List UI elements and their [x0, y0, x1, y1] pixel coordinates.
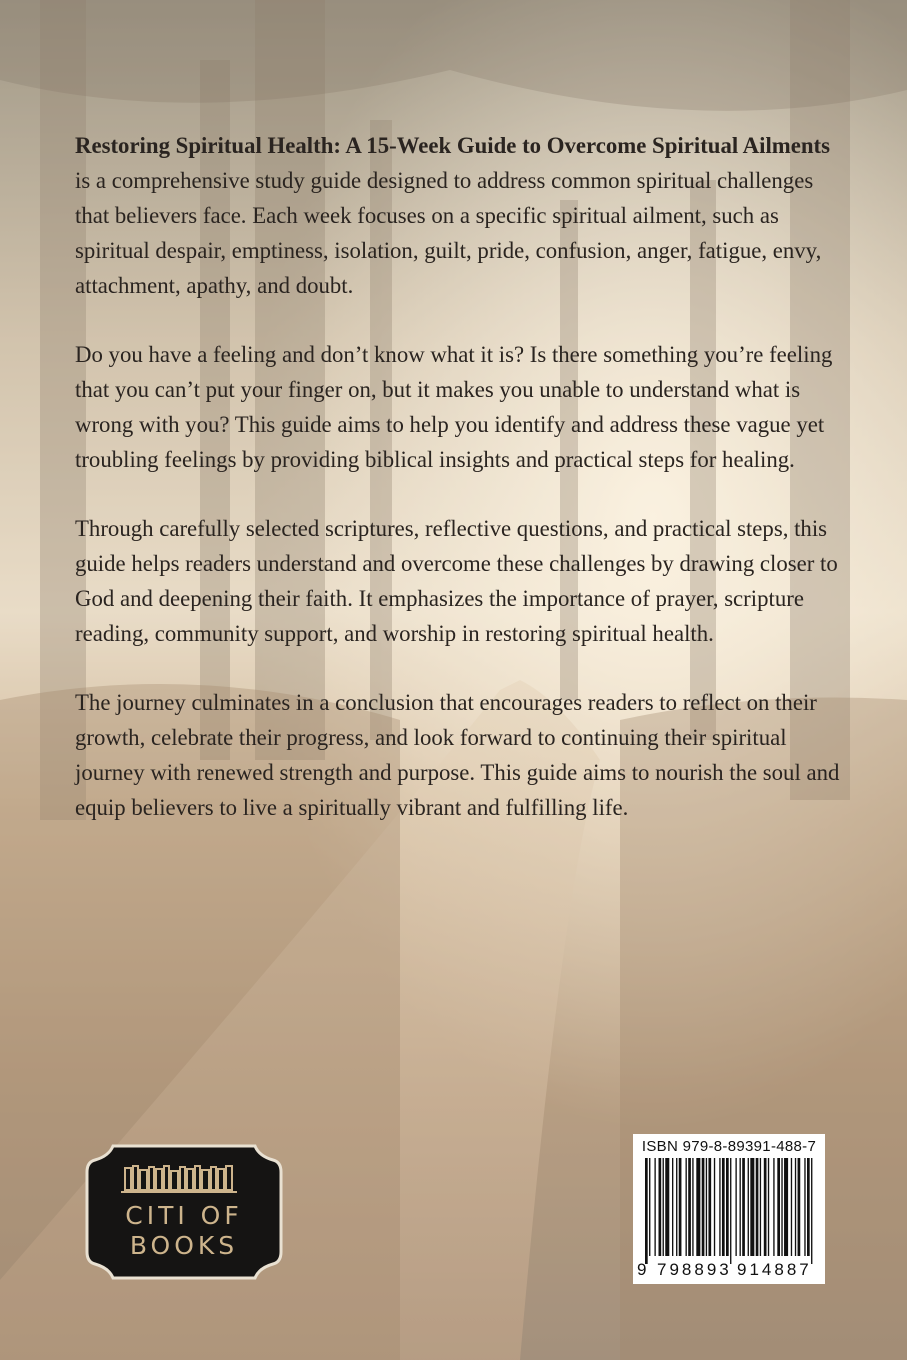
- barcode-bar: [735, 1158, 736, 1256]
- barcode-bar: [722, 1158, 725, 1256]
- barcode-bar: [804, 1158, 805, 1256]
- paragraph-intro: [75, 128, 847, 303]
- barcode-bar: [686, 1158, 687, 1256]
- barcode-bars: [641, 1158, 819, 1264]
- book-title: Restoring Spiritual Health: A 15-Week Guide to Overcome Spiritual Ailments: [75, 133, 831, 158]
- barcode-bar: [708, 1158, 711, 1256]
- publisher-name-line2: BOOKS: [129, 1231, 239, 1260]
- barcode-bar: [719, 1158, 720, 1256]
- barcode-bar: [756, 1158, 759, 1256]
- barcode-bar: [672, 1158, 673, 1256]
- publisher-logo: [83, 1142, 285, 1282]
- barcode-bar: [706, 1158, 707, 1256]
- barcode-bar: [659, 1158, 662, 1256]
- paragraph-feelings: Do you have a feeling and don’t know what it is? Is there something you’re feeling that you can’t put your finger on, but it makes you unable to understand what is wrong with you? This guide aims to help you identify and address these vague yet troubling feelings by providing biblical insights and practical steps for healing.: [75, 342, 833, 472]
- barcode-bar: [777, 1158, 780, 1256]
- barcode-digits-right: 914887: [737, 1260, 812, 1279]
- barcode-bar: [702, 1158, 705, 1256]
- barcode-bar: [676, 1158, 677, 1256]
- isbn-barcode: [633, 1134, 825, 1284]
- barcode-bar: [811, 1158, 812, 1264]
- isbn-label: ISBN 979-8-89391-488-7: [641, 1138, 817, 1155]
- barcode-bar: [730, 1158, 731, 1264]
- barcode-bar: [726, 1158, 729, 1256]
- back-cover-description: [75, 128, 847, 859]
- barcode-bar: [798, 1158, 801, 1256]
- barcode-bar: [781, 1158, 782, 1256]
- barcode-bar: [679, 1158, 682, 1256]
- barcode-bar: [791, 1158, 792, 1256]
- paragraph-intro-text: is a comprehensive study guide designed to address common spiritual challenges that believers face. Each week focuses on a specific spiritual ailment, such as spiritual despair, emptiness, isolation, guilt, pride, confusion, anger, fatigue, envy, attachment, apathy, and doubt.: [75, 168, 822, 298]
- barcode-bar: [663, 1158, 664, 1256]
- barcode-bar: [764, 1158, 767, 1256]
- barcode-bar: [688, 1158, 691, 1256]
- paragraph-conclusion: The journey culminates in a conclusion that encourages readers to reflect on their growth, celebrate their progress, and look forward to continuing their spiritual journey with renewed strength and purpose. This guide aims to nourish the soul and equip believers to live a spiritually vibrant and fulfilling life.: [75, 690, 840, 820]
- barcode-bar: [807, 1158, 810, 1256]
- barcode-bar: [773, 1158, 774, 1256]
- barcode-digit-first: 9: [637, 1260, 647, 1279]
- barcode-bar: [645, 1158, 648, 1264]
- barcode-bar: [768, 1158, 769, 1256]
- paragraph-method: Through carefully selected scriptures, reflective questions, and practical steps, this guide helps readers understand and overcome these challenges by drawing closer to God and deepening their faith. It emphasizes the importance of prayer, scripture reading, community support, and worship in restoring spiritual health.: [75, 516, 838, 646]
- barcode-bar: [750, 1158, 754, 1256]
- barcode-bar: [654, 1158, 655, 1256]
- barcode-bar: [714, 1158, 715, 1256]
- barcode-bar: [742, 1158, 745, 1256]
- barcode-bar: [665, 1158, 669, 1256]
- barcode-bar: [795, 1158, 796, 1256]
- barcode-bar: [740, 1158, 741, 1256]
- barcode-bar: [696, 1158, 700, 1256]
- barcode-bar: [748, 1158, 749, 1256]
- barcode-bar: [784, 1158, 788, 1256]
- barcode-bar: [649, 1158, 650, 1256]
- barcode-digits-left: 798893: [657, 1260, 732, 1279]
- barcode-bar: [692, 1158, 693, 1256]
- publisher-name-line1: CITI OF: [125, 1201, 243, 1230]
- barcode-bar: [760, 1158, 761, 1256]
